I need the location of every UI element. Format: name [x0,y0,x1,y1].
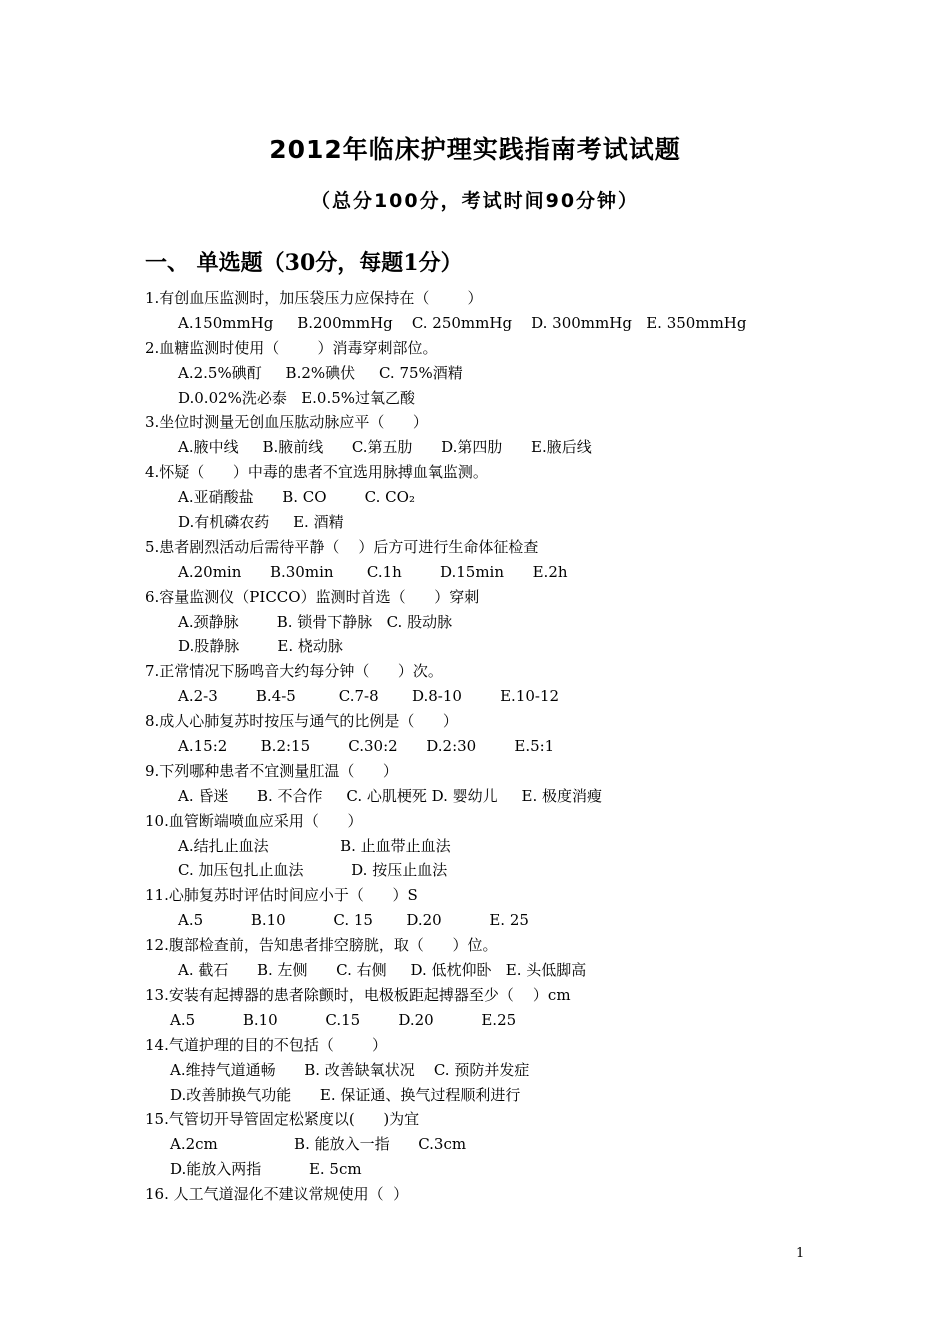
answer-options: A.腋中线 B.腋前线 C.第五肋 D.第四肋 E.腋后线 [178,438,592,457]
question-text: 8.成人心肺复苏时按压与通气的比例是（ ） [145,712,458,731]
question-text: 11.心肺复苏时评估时间应小于（ ）S [145,886,418,905]
answer-options: A.维持气道通畅 B. 改善缺氧状况 C. 预防并发症 [170,1060,530,1079]
answer-options: D.有机磷农药 E. 酒精 [178,513,344,532]
answer-options: A.2.5%碘酊 B.2%碘伏 C. 75%酒精 [178,363,463,382]
question-text: 7.正常情况下肠鸣音大约每分钟（ ）次。 [145,662,443,681]
answer-options: A.5 B.10 C. 15 D.20 E. 25 [178,911,529,930]
answer-options: D.改善肺换气功能 E. 保证通、换气过程顺利进行 [170,1085,521,1104]
answer-options: A.结扎止血法 B. 止血带止血法 [178,836,451,855]
answer-options: A.15:2 B.2:15 C.30:2 D.2:30 E.5:1 [178,737,555,756]
question-text: 1.有创血压监测时，加压袋压力应保持在（ ） [145,289,483,307]
question-text: 3.坐位时测量无创血压肱动脉应平（ ） [145,413,428,432]
page-number: 1 [796,1246,805,1261]
question-text: 13.安装有起搏器的患者除颤时，电极板距起搏器至少（ ）cm [145,985,571,1004]
question-text: 14.气道护理的目的不包括（ ） [145,1035,388,1054]
answer-options: A.2cm B. 能放入一指 C.3cm [170,1135,467,1154]
question-text: 15.气管切开导管固定松紧度以( )为宜 [145,1110,420,1129]
question-text: 12.腹部检查前，告知患者排空膀胱，取（ ）位。 [145,936,498,955]
section-heading: 一、 单选题（30分，每题1分） [145,250,463,276]
answer-options: A. 昏迷 B. 不合作 C. 心肌梗死 D. 婴幼儿 E. 极度消瘦 [178,786,602,805]
question-text: 9.下列哪种患者不宜测量肛温（ ） [145,761,398,780]
answer-options: A.亚硝酸盐 B. CO C. CO₂ [178,488,415,507]
question-text: 4.怀疑（ ）中毒的患者不宜选用脉搏血氧监测。 [145,463,488,482]
answer-options: D.股静脉 E. 桡动脉 [178,637,343,656]
answer-options: A.2-3 B.4-5 C.7-8 D.8-10 E.10-12 [178,687,560,706]
answer-options: C. 加压包扎止血法 D. 按压止血法 [178,861,448,880]
document-subtitle: （总分100分，考试时间90分钟） [310,190,640,212]
answer-options: D.能放入两指 E. 5cm [170,1160,362,1179]
question-text: 2.血糖监测时使用（ ）消毒穿刺部位。 [145,338,438,357]
question-text: 6.容量监测仪（PICCO）监测时首选（ ）穿刺 [145,587,480,606]
answer-options: A.5 B.10 C.15 D.20 E.25 [170,1010,517,1029]
answer-options: A.颈静脉 B. 锁骨下静脉 C. 股动脉 [178,612,453,631]
document-title: 2012年临床护理实践指南考试试题 [269,135,681,164]
question-text: 10.血管断端喷血应采用（ ） [145,811,363,830]
answer-options: A.150mmHg B.200mmHg C. 250mmHg D. 300mmHg E. 350mmHg [178,313,747,332]
answer-options: D.0.02%洗必泰 E.0.5%过氧乙酸 [178,388,416,407]
question-text: 16. 人工气道湿化不建议常规使用（ ） [145,1185,409,1204]
answer-options: A.20min B.30min C.1h D.15min E.2h [178,562,568,581]
question-text: 5.患者剧烈活动后需待平静（ ）后方可进行生命体征检查 [145,537,539,556]
question-list [145,286,845,1207]
answer-options: A. 截石 B. 左侧 C. 右侧 D. 低枕仰卧 E. 头低脚高 [178,961,587,980]
